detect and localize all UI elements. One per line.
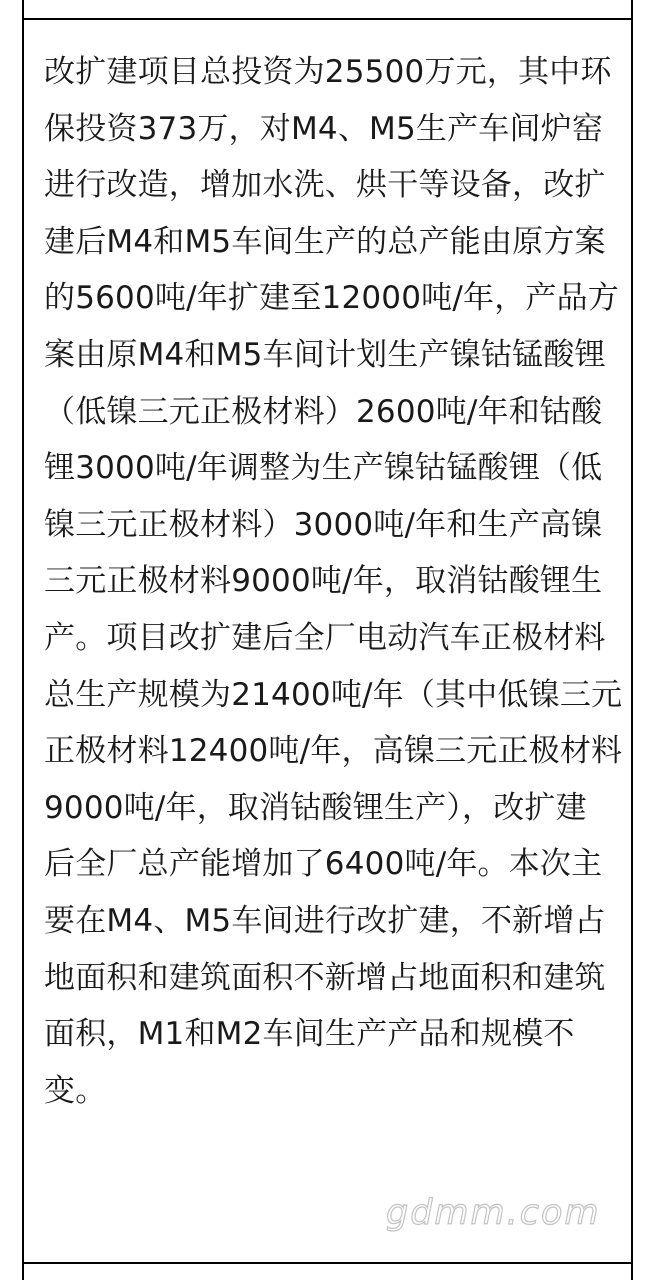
text-line: 地面积和建筑面积不新增占地面积和建筑 — [44, 959, 606, 996]
text-line: 总生产规模为21400吨/年（其中低镍三元 — [44, 676, 623, 713]
text-line: 面积，M1和M2车间生产产品和规模不 — [44, 1016, 575, 1053]
text-line: 进行改造，增加水洗、烘干等设备，改扩 — [44, 167, 606, 204]
project-description-paragraph — [44, 44, 623, 1119]
text-line: 变。 — [44, 1072, 107, 1109]
text-line: 保投资373万，对M4、M5生产车间炉窑 — [44, 110, 604, 147]
text-line: 锂3000吨/年调整为生产镍钴锰酸锂（低 — [44, 450, 603, 487]
table-right-border — [631, 0, 633, 1280]
text-line: 三元正极材料9000吨/年，取消钴酸锂生 — [44, 563, 603, 600]
text-line: （低镍三元正极材料）2600吨/年和钴酸 — [44, 393, 603, 430]
text-line: 改扩建项目总投资为25500万元，其中环 — [44, 54, 612, 90]
table-bottom-rule — [22, 1262, 633, 1264]
text-line: 正极材料12400吨/年，高镍三元正极材料 — [44, 733, 623, 770]
site-watermark: gdmm.com — [386, 1193, 601, 1233]
text-line: 建后M4和M5车间生产的总产能由原方案 — [44, 223, 606, 260]
text-line: 镍三元正极材料）3000吨/年和生产高镍 — [44, 506, 603, 543]
text-line: 要在M4、M5车间进行改扩建，不新增占 — [44, 902, 606, 939]
text-line: 的5600吨/年扩建至12000吨/年，产品方 — [44, 280, 619, 317]
table-cell — [24, 20, 631, 1262]
text-line: 后全厂总产能增加了6400吨/年。本次主 — [44, 846, 603, 883]
text-line: 案由原M4和M5车间计划生产镍钴锰酸锂 — [44, 336, 606, 373]
text-line: 产。项目改扩建后全厂电动汽车正极材料 — [44, 619, 606, 656]
text-line: 9000吨/年，取消钴酸锂生产），改扩建 — [44, 789, 587, 826]
